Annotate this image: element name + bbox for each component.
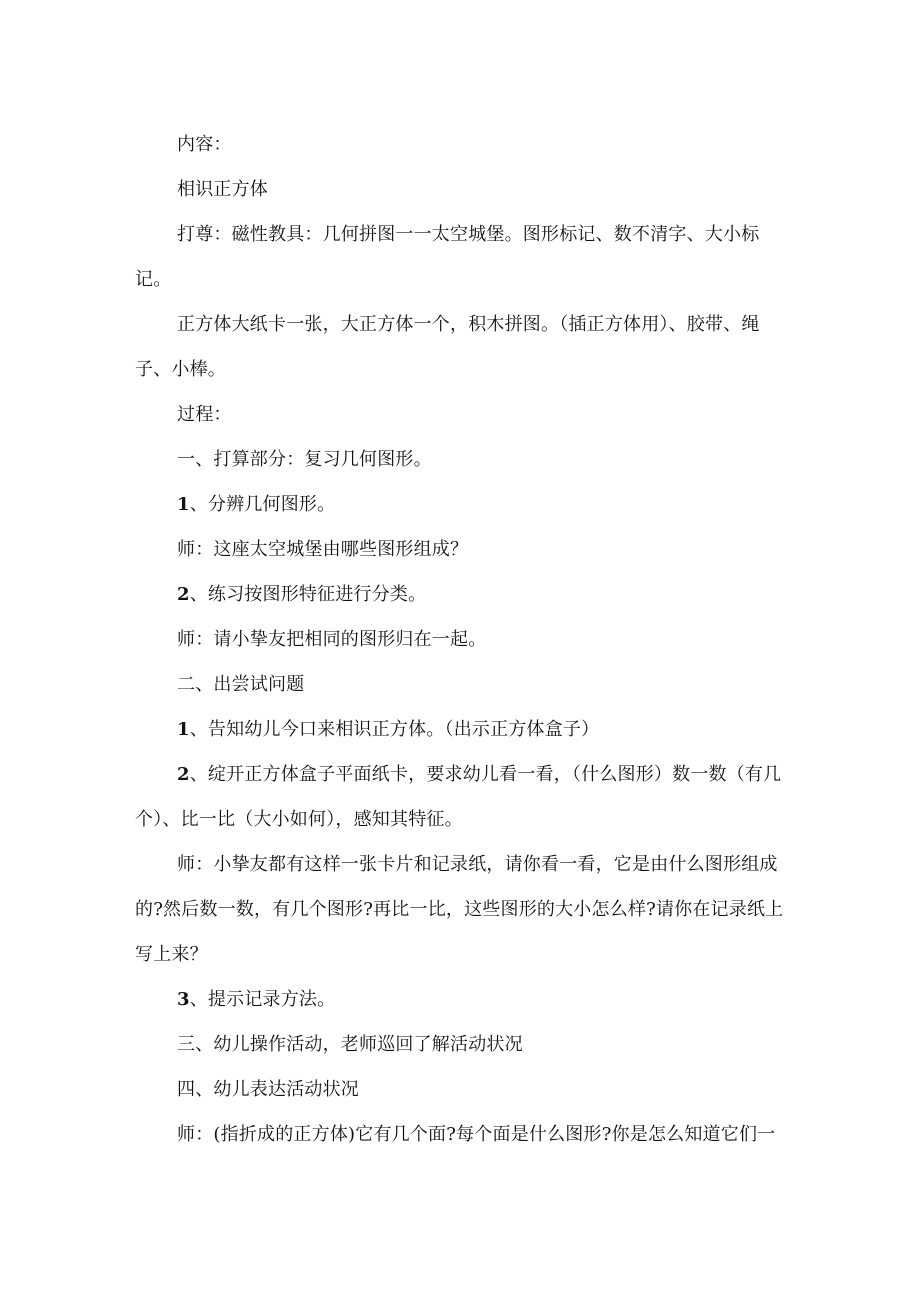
paragraph	[135, 122, 795, 167]
item-number: 1	[177, 494, 190, 515]
paragraph	[135, 842, 795, 977]
paragraph-text: 过程：	[177, 404, 232, 425]
paragraph	[135, 1067, 795, 1112]
paragraph-text: 师：请小挚友把相同的图形归在一起。	[177, 629, 487, 650]
paragraph	[135, 707, 795, 752]
paragraph-text: 二、出尝试问题	[177, 674, 305, 695]
paragraph-text: 师：(指折成的正方体)它有几个面?每个面是什么图形?你是怎么知道它们一	[177, 1124, 776, 1145]
paragraph	[135, 617, 795, 662]
paragraph-text: 内容：	[177, 134, 232, 155]
paragraph	[135, 662, 795, 707]
paragraph	[135, 977, 795, 1022]
document-body	[135, 122, 795, 1157]
paragraph-text: 、分辨几何图形。	[189, 494, 336, 515]
paragraph-text: 师：这座太空城堡由哪些图形组成？	[177, 539, 469, 560]
item-number: 2	[177, 764, 190, 785]
paragraph-text: 、绽开正方体盒子平面纸卡，要求幼儿看一看，（什么图形）数一数（有几个）、比一比（大小如何），感知其特征。	[135, 764, 782, 830]
paragraph-text: 、提示记录方法。	[189, 989, 336, 1010]
paragraph-text: 、告知幼儿今口来相识正方体。（出示正方体盒子）	[189, 719, 600, 740]
paragraph	[135, 212, 795, 302]
paragraph	[135, 167, 795, 212]
paragraph	[135, 527, 795, 572]
paragraph	[135, 1022, 795, 1067]
paragraph	[135, 437, 795, 482]
paragraph-text: 正方体大纸卡一张，大正方体一个，积木拼图。（插正方体用）、胶带、绳子、小棒。	[135, 314, 760, 380]
paragraph-text: 四、幼儿表达活动状况	[177, 1079, 359, 1100]
paragraph	[135, 752, 795, 842]
paragraph-text: 打尊：磁性教具：几何拼图一一太空城堡。图形标记、数不清字、大小标记。	[135, 224, 760, 290]
item-number: 2	[177, 584, 190, 605]
item-number: 3	[177, 989, 190, 1010]
paragraph-text: 三、幼儿操作活动，老师巡回了解活动状况	[177, 1034, 523, 1055]
item-number: 1	[177, 719, 190, 740]
paragraph	[135, 392, 795, 437]
paragraph	[135, 572, 795, 617]
paragraph-text: 一、打算部分：复习几何图形。	[177, 449, 432, 470]
paragraph-text: 、练习按图形特征进行分类。	[189, 584, 427, 605]
paragraph-text: 师：小挚友都有这样一张卡片和记录纸，请你看一看，它是由什么图形组成的?然后数一数，有几个图形?再比一比，这些图形的大小怎么样?请你在记录纸上写上来？	[135, 854, 784, 965]
paragraph	[135, 482, 795, 527]
paragraph-text: 相识正方体	[177, 179, 268, 200]
paragraph	[135, 1112, 795, 1157]
paragraph	[135, 302, 795, 392]
